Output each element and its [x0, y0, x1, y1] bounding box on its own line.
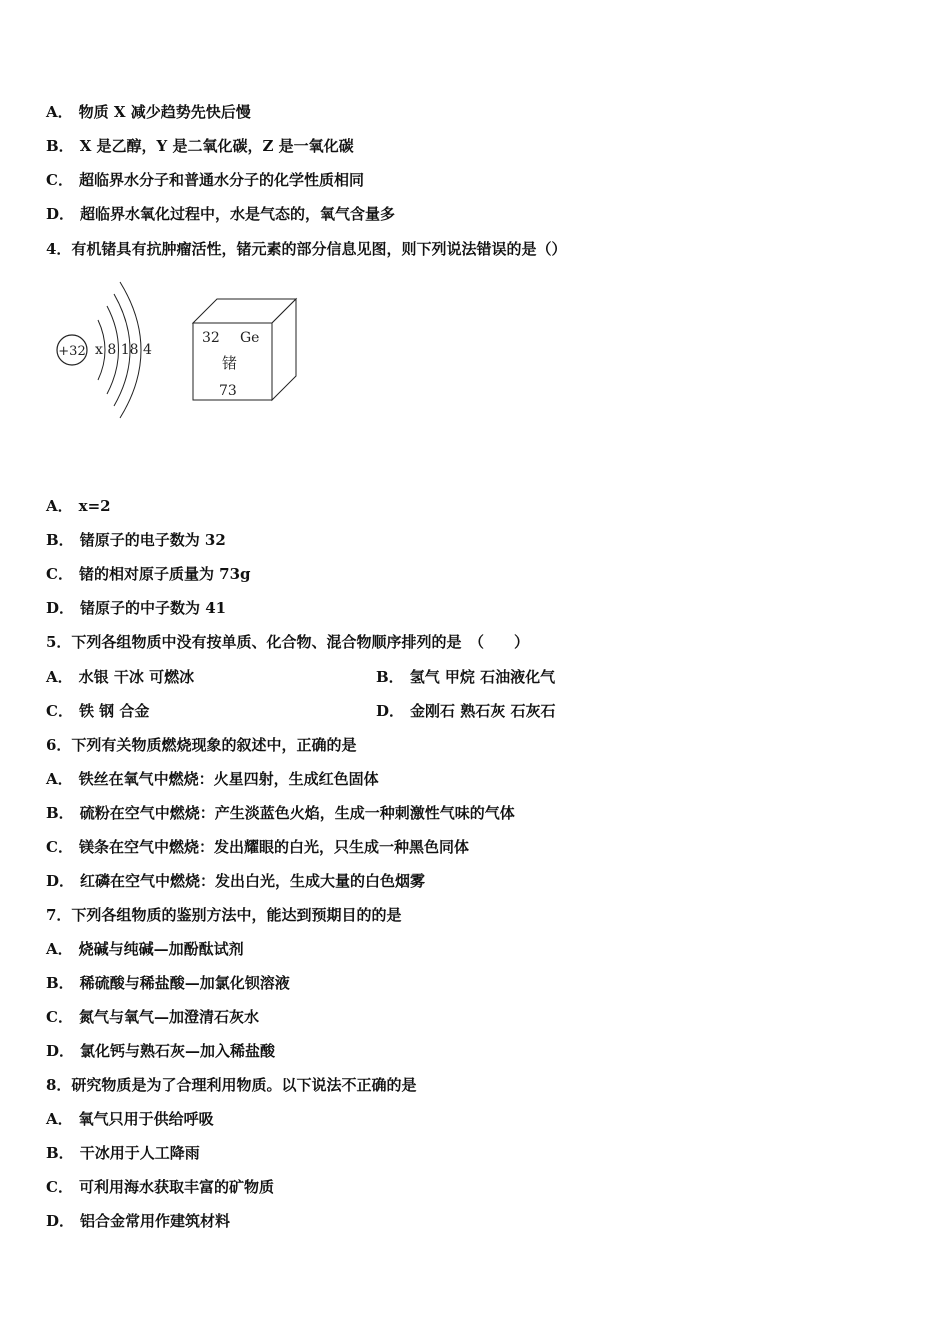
element-atomic-mass: 73	[219, 383, 237, 399]
q7-option-b: B． 稀硫酸与稀盐酸—加氯化钡溶液	[46, 974, 290, 992]
q3-option-d: D． 超临界水氧化过程中，水是气态的，氧气含量多	[46, 205, 396, 223]
q4-option-d: D． 锗原子的中子数为 41	[46, 599, 227, 617]
q8-stem: 8．研究物质是为了合理利用物质。以下说法不正确的是	[46, 1076, 417, 1094]
q5-stem: 5．下列各组物质中没有按单质、化合物、混合物顺序排列的是 （ ）	[46, 633, 529, 651]
q7-option-d: D． 氯化钙与熟石灰—加入稀盐酸	[46, 1042, 276, 1060]
q7-option-a: A． 烧碱与纯碱—加酚酞试剂	[46, 940, 244, 958]
q4-stem: 4．有机锗具有抗肿瘤活性，锗元素的部分信息见图，则下列说法错误的是（）	[46, 240, 567, 258]
q5-option-b: B． 氢气 甲烷 石油液化气	[376, 668, 556, 686]
q8-option-d: D． 铝合金常用作建筑材料	[46, 1212, 231, 1230]
q7-stem: 7．下列各组物质的鉴别方法中，能达到预期目的的是	[46, 906, 402, 924]
q5-option-a: A． 水银 干冰 可燃冰	[46, 668, 195, 686]
q8-option-a: A． 氧气只用于供给呼吸	[46, 1110, 214, 1128]
q8-option-b: B． 干冰用于人工降雨	[46, 1144, 200, 1162]
q3-option-b: B． X 是乙醇，Y 是二氧化碳，Z 是一氧化碳	[46, 137, 354, 155]
q5-option-d: D． 金刚石 熟石灰 石灰石	[376, 702, 556, 720]
q7-option-c: C． 氮气与氧气—加澄清石灰水	[46, 1008, 259, 1026]
nucleus-charge: +32	[58, 344, 86, 359]
element-symbol: Ge	[240, 330, 260, 346]
element-cell	[193, 299, 296, 400]
q6-stem: 6．下列有关物质燃烧现象的叙述中，正确的是	[46, 736, 357, 754]
germanium-figure	[50, 276, 310, 426]
q6-option-c: C． 镁条在空气中燃烧：发出耀眼的白光，只生成一种黑色同体	[46, 838, 469, 856]
q6-option-a: A． 铁丝在氧气中燃烧：火星四射，生成红色固体	[46, 770, 379, 788]
q4-option-a: A． x=2	[46, 497, 111, 515]
electron-shell-numbers: x 8 18 4	[95, 342, 152, 358]
q6-option-b: B． 硫粉在空气中燃烧：产生淡蓝色火焰，生成一种刺激性气味的气体	[46, 804, 515, 822]
q4-option-b: B． 锗原子的电子数为 32	[46, 531, 226, 549]
atom-structure-diagram	[57, 282, 152, 418]
q4-option-c: C． 锗的相对原子质量为 73g	[46, 565, 251, 583]
q3-option-c: C． 超临界水分子和普通水分子的化学性质相同	[46, 171, 364, 189]
q6-option-d: D． 红磷在空气中燃烧：发出白光，生成大量的白色烟雾	[46, 872, 426, 890]
q8-option-c: C． 可利用海水获取丰富的矿物质	[46, 1178, 274, 1196]
element-name: 锗	[222, 354, 238, 372]
q3-option-a: A． 物质 X 减少趋势先快后慢	[46, 103, 251, 121]
q5-option-c: C． 铁 钢 合金	[46, 702, 150, 720]
element-atomic-number: 32	[202, 330, 220, 346]
